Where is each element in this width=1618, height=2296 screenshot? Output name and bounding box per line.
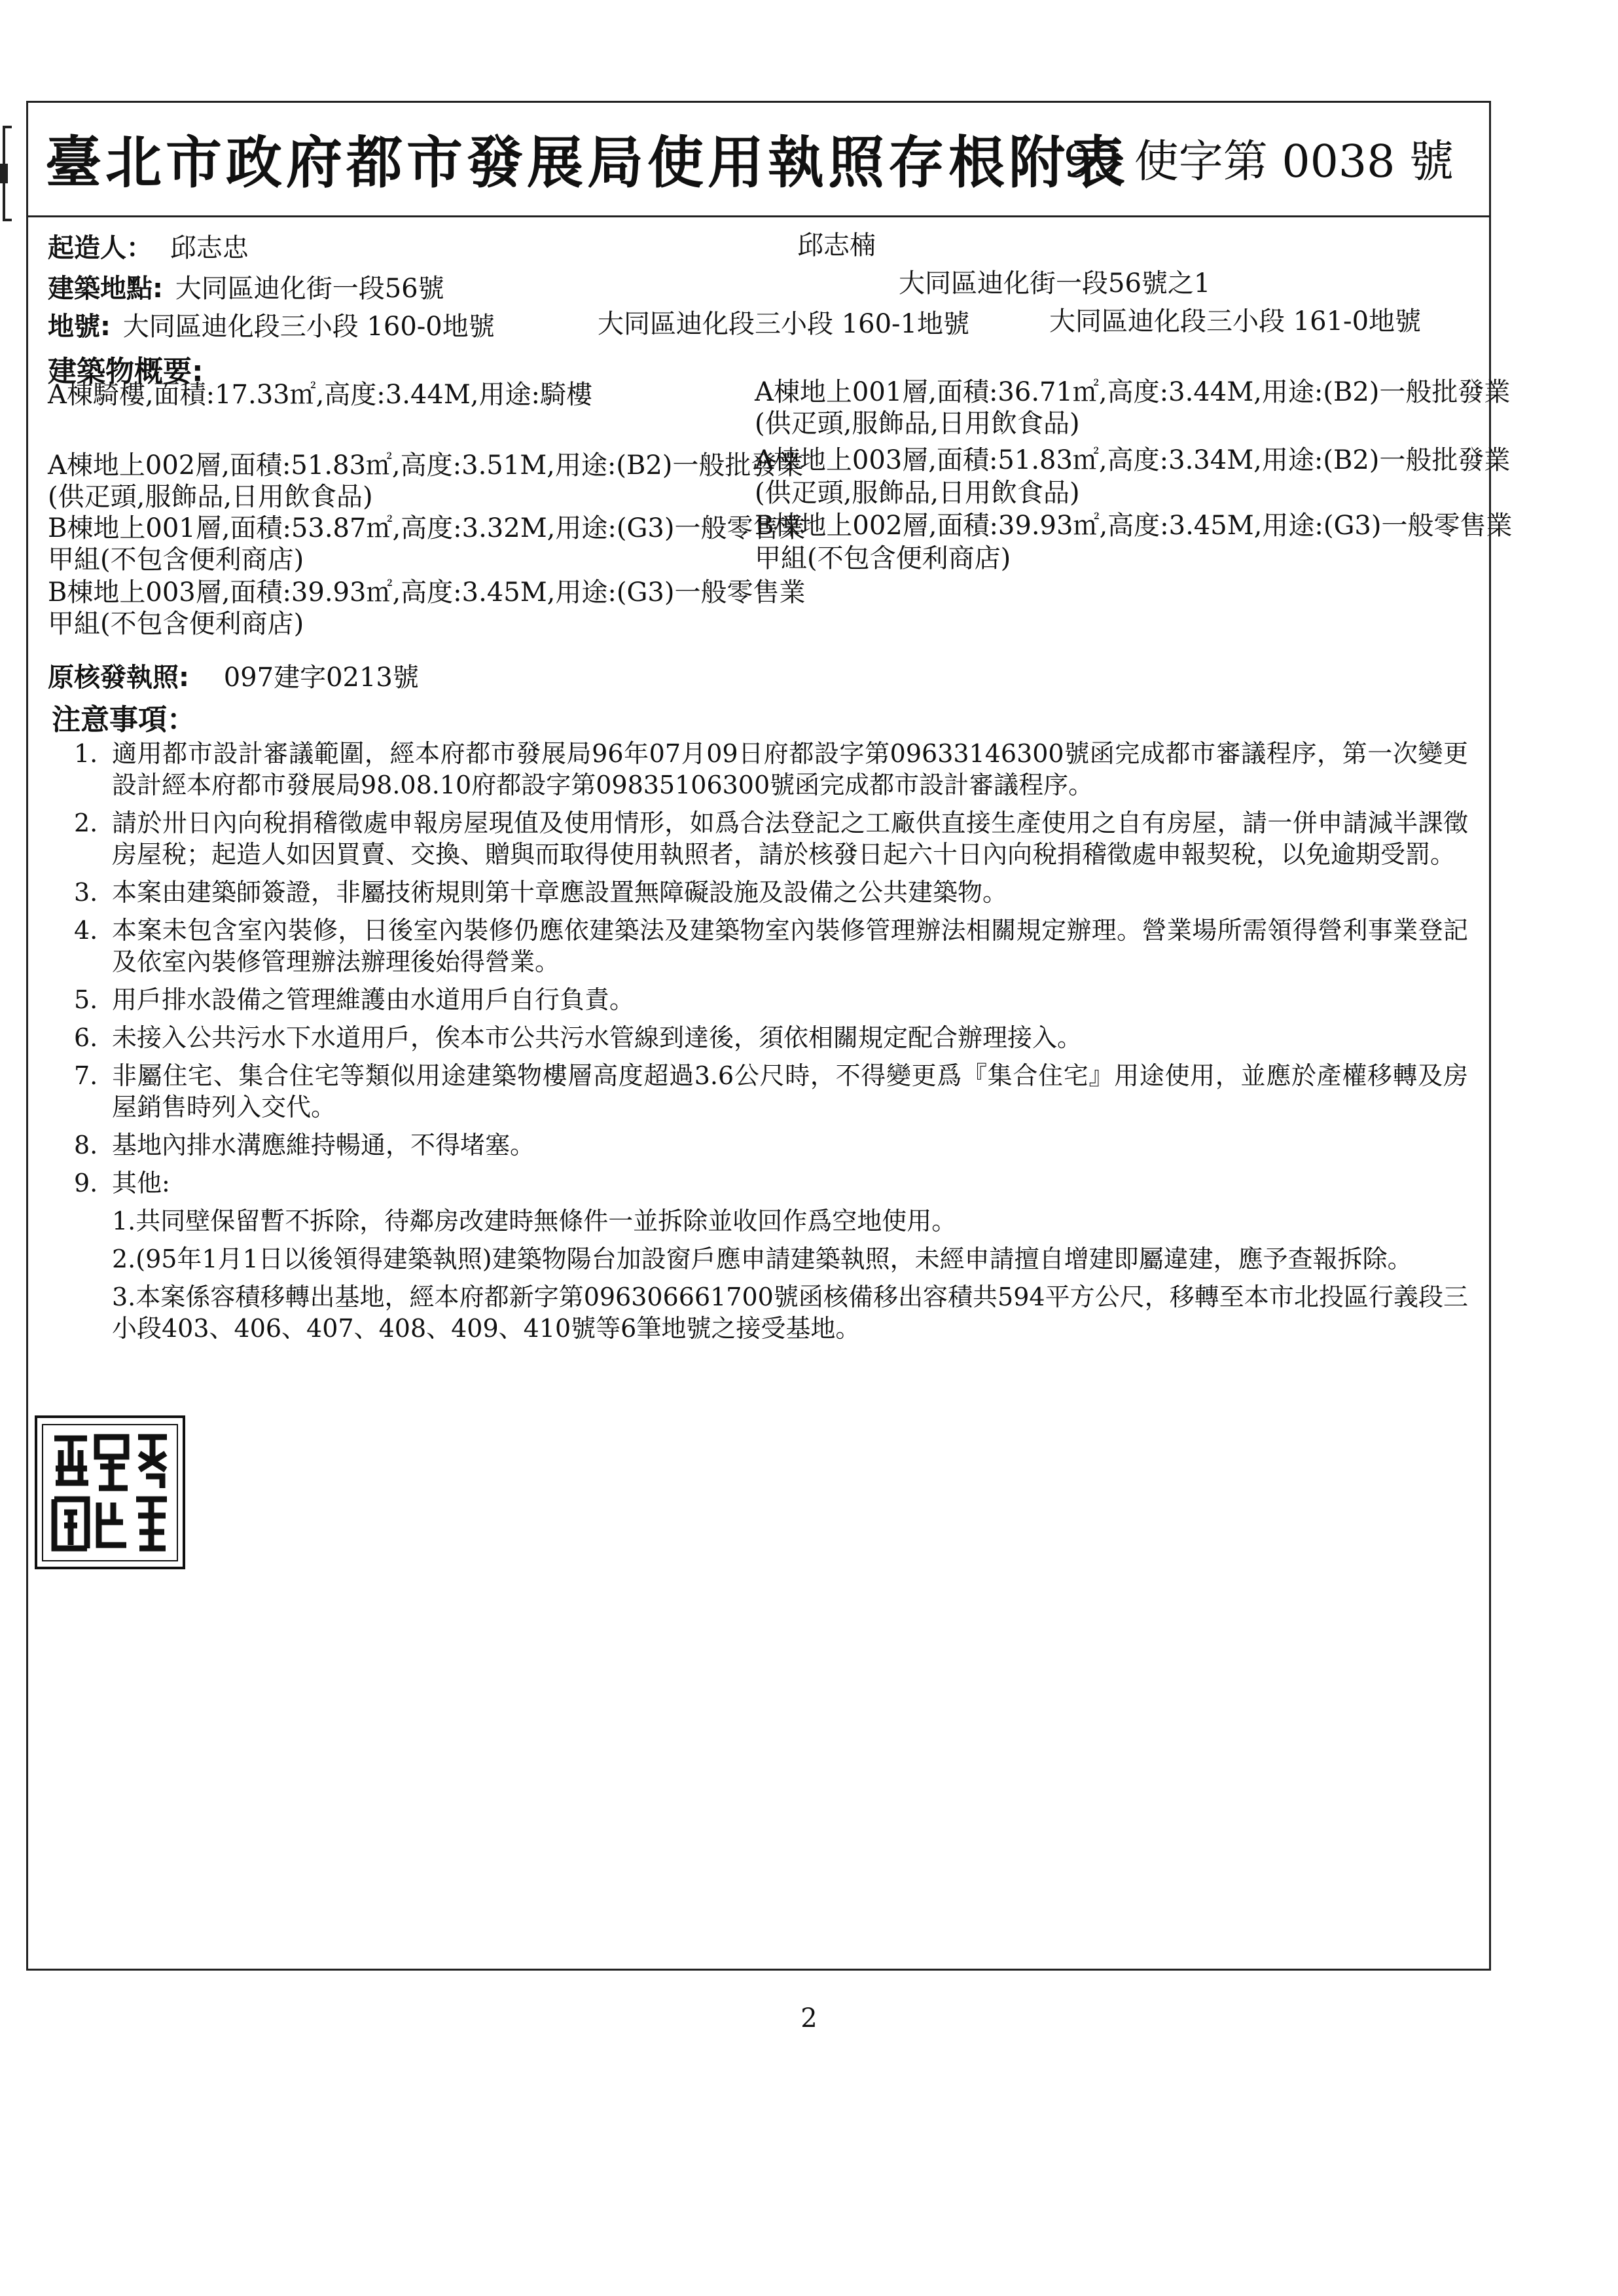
note-item — [74, 1060, 1468, 1123]
builder-name-2: 邱志楠 — [797, 230, 876, 261]
lot-number-3: 大同區迪化段三小段 161-0地號 — [1049, 306, 1422, 337]
permit-number: 99 使字第 0038 號 — [1063, 136, 1454, 188]
note-text: 基地內排水溝應維持暢通，不得堵塞。 — [112, 1131, 535, 1159]
lot-row — [48, 306, 495, 343]
note-text: 用戶排水設備之管理維護由水道用戶自行負責。 — [112, 985, 635, 1014]
note-item — [74, 1167, 1468, 1199]
note-item — [74, 807, 1468, 870]
document-header — [28, 103, 1489, 217]
site-address: 大同區迪化街一段56號 — [175, 274, 444, 304]
note-text: 本案未包含室內裝修，日後室內裝修仍應依建築法及建築物室內裝修管理辦法相關規定辦理。營業場所需領得營利事業登記及依室內裝修管理辦法辦理後始得營業。 — [112, 916, 1468, 976]
lot-number-2: 大同區迪化段三小段 160-1地號 — [598, 309, 970, 339]
overview-right-line: A棟地上001層,面積:36.71㎡,高度:3.44M,用途:(B2)一般批發業 — [755, 377, 1511, 407]
overview-left-line: 甲組(不包含便利商店) — [48, 609, 304, 639]
document-frame — [26, 101, 1513, 1971]
note-number: 2. — [74, 809, 98, 837]
overview-right-line: 甲組(不包含便利商店) — [755, 543, 1011, 574]
other-item: 3.本案係容積移轉出基地，經本府都新字第096306661700號函核備移出容積共594平方公尺，移轉至本市北投區行義段三小段403、406、407、408、409、410號等6筆地號之接受基地。 — [112, 1283, 1468, 1343]
note-number: 4. — [74, 916, 98, 945]
note-text: 本案由建築師簽證，非屬技術規則第十章應設置無障礙設施及設備之公共建築物。 — [112, 878, 1008, 907]
other-item: 2.(95年1月1日以後領得建築執照)建築物陽台加設窗戶應申請建築執照，未經申請擅自增建即屬違建，應予查報拆除。 — [112, 1245, 1412, 1273]
note-item — [74, 984, 1468, 1015]
overview-right-line: (供疋頭,服飾品,日用飲食品) — [755, 409, 1080, 439]
overview-left-line: (供疋頭,服飾品,日用飲食品) — [48, 482, 373, 512]
site-row — [48, 268, 444, 305]
overview-left-line: B棟地上003層,面積:39.93㎡,高度:3.45M,用途:(G3)一般零售業 — [48, 577, 806, 608]
overview-left-line: 甲組(不包含便利商店) — [48, 545, 304, 575]
original-license-label: 原核發執照: — [48, 663, 189, 693]
note-number: 5. — [74, 985, 98, 1014]
seal-inner-border — [42, 1424, 178, 1561]
note-text: 未接入公共污水下水道用戶，俟本市公共污水管線到達後，須依相關規定配合辦理接入。 — [112, 1023, 1083, 1052]
note-number: 7. — [74, 1061, 98, 1090]
page-number: 2 — [800, 2003, 818, 2033]
document-title: 臺北市政府都市發展局使用執照存根附表 — [45, 130, 1129, 196]
note-item — [74, 915, 1468, 977]
overview-right-line: B棟地上002層,面積:39.93㎡,高度:3.45M,用途:(G3)一般零售業 — [755, 511, 1513, 541]
original-license-value: 097建字0213號 — [223, 663, 419, 693]
note-item — [74, 1022, 1468, 1053]
note-text: 適用都市設計審議範圍，經本府都市發展局96年07月09日府都設字第09633146300號函完成都市審議程序，第一次變更設計經本府都市發展局98.08.10府都設字第09835106300號函完成都市設計審議程序。 — [112, 739, 1468, 799]
builder-name: 邱志忠 — [170, 233, 249, 263]
site-address-2: 大同區迪化街一段56號之1 — [899, 268, 1211, 299]
overview-left-line: B棟地上001層,面積:53.87㎡,高度:3.32M,用途:(G3)一般零售業 — [48, 513, 806, 543]
builder-row — [48, 227, 249, 264]
note-number: 8. — [74, 1131, 98, 1159]
notes-list — [74, 738, 1468, 1351]
note-number: 9. — [74, 1169, 98, 1197]
lot-number: 大同區迪化段三小段 160-0地號 — [122, 312, 495, 342]
note-text: 非屬住宅、集合住宅等類似用途建築物樓層高度超過3.6公尺時，不得變更爲『集合住宅』用途使用，並應於產權移轉及房屋銷售時列入交代。 — [112, 1061, 1468, 1121]
notes-label: 注意事項： — [52, 703, 196, 737]
overview-right-line: A棟地上003層,面積:51.83㎡,高度:3.34M,用途:(B2)一般批發業 — [755, 445, 1511, 475]
builder-label: 起造人： — [48, 233, 153, 263]
overview-label: 建築物概要: — [48, 355, 204, 388]
overview-left-line: A棟騎樓,面積:17.33㎡,高度:3.44M,用途:騎樓 — [48, 380, 592, 410]
note-text: 請於卅日內向稅捐稽徵處申報房屋現值及使用情形，如爲合法登記之工廠供直接生產使用之自有房屋，請一併申請減半課徵房屋稅；起造人如因買賣、交換、贈與而取得使用執照者，請於核發日起六十日內向稅捐稽徵處申報契稅，以免逾期受罰。 — [112, 809, 1468, 869]
official-seal-stamp — [35, 1415, 185, 1569]
note-number: 3. — [74, 878, 98, 907]
overview-left-line: A棟地上002層,面積:51.83㎡,高度:3.51M,用途:(B2)一般批發業 — [48, 450, 804, 481]
lot-label: 地號: — [48, 312, 111, 342]
other-item: 1.共同壁保留暫不拆除，待鄰房改建時無條件一並拆除並收回作爲空地使用。 — [112, 1207, 957, 1235]
note-item — [74, 877, 1468, 908]
margin-bracket-mark — [0, 124, 14, 223]
overview-right-line: (供疋頭,服飾品,日用飲食品) — [755, 478, 1080, 508]
seal-glyphs-icon — [48, 1430, 172, 1555]
original-license-row — [48, 657, 419, 694]
note-number: 1. — [74, 739, 98, 768]
note-item — [74, 738, 1468, 801]
note-text: 其他: — [112, 1169, 170, 1197]
note-item — [74, 1129, 1468, 1161]
site-label: 建築地點: — [48, 274, 163, 304]
note-number: 6. — [74, 1023, 98, 1052]
